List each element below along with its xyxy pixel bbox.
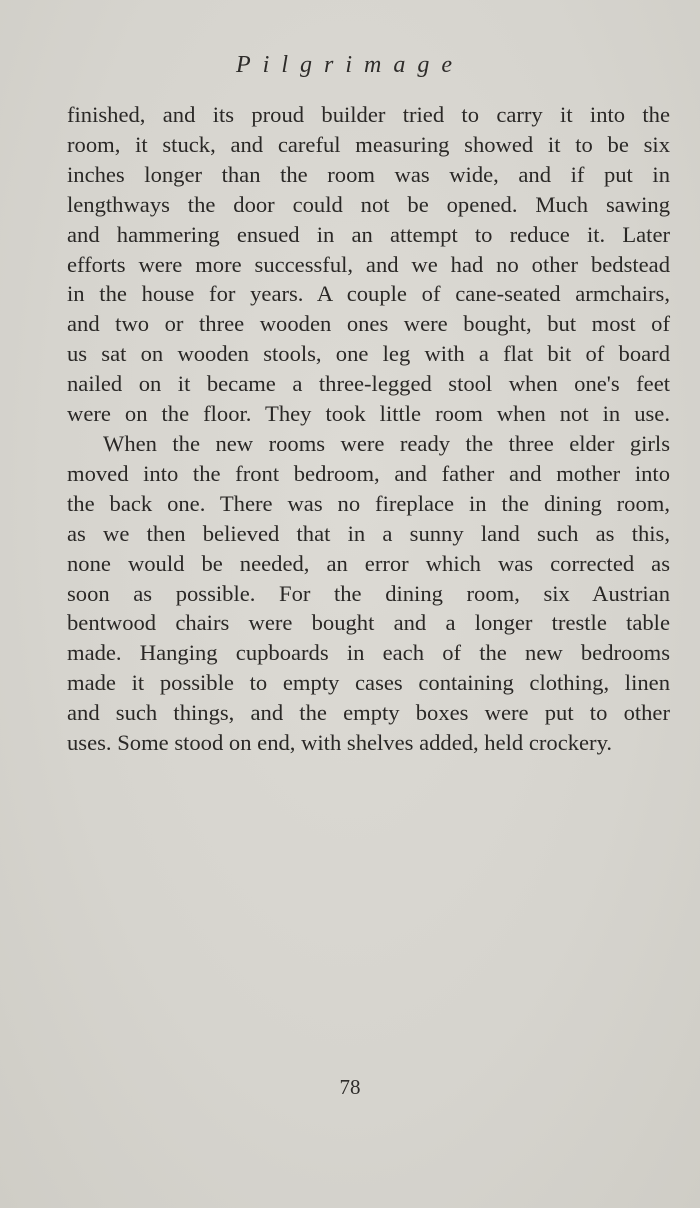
- text-line: were on the floor. They took little room when not in use.: [67, 401, 670, 427]
- text-line: made it possible to empty cases containing clothing, linen: [67, 670, 670, 696]
- text-line: room, it stuck, and careful measuring showed it to be six: [67, 131, 670, 157]
- text-line: and two or three wooden ones were bought, but most of: [67, 311, 670, 337]
- text-line: efforts were more successful, and we had no other bedstead: [67, 251, 670, 277]
- text-line: moved into the front bedroom, and father and mother into: [67, 460, 670, 486]
- text-line: us sat on wooden stools, one leg with a flat bit of board: [67, 341, 670, 367]
- text-line: lengthways the door could not be opened. Much sawing: [67, 191, 670, 217]
- text-line: and such things, and the empty boxes were put to other: [67, 700, 670, 726]
- page-number: 78: [339, 1075, 361, 1099]
- text-line: nailed on it became a three-legged stool when one's feet: [67, 371, 670, 397]
- text-line: soon as possible. For the dining room, six Austrian: [67, 580, 670, 606]
- text-line: and hammering ensued in an attempt to reduce it. Later: [67, 221, 670, 247]
- text-line: made. Hanging cupboards in each of the new bedrooms: [67, 640, 670, 666]
- text-line: finished, and its proud builder tried to carry it into the: [67, 102, 670, 127]
- text-line: inches longer than the room was wide, and if put in: [67, 161, 670, 187]
- text-line: as we then believed that in a sunny land such as this,: [67, 520, 670, 546]
- body-text: [67, 100, 670, 758]
- text-line: bentwood chairs were bought and a longer trestle table: [67, 610, 670, 636]
- text-line: the back one. There was no fireplace in the dining room,: [67, 490, 670, 516]
- text-line: uses. Some stood on end, with shelves added, held crockery.: [67, 730, 613, 756]
- running-head: Pilgrimage: [236, 52, 464, 78]
- text-line: none would be needed, an error which was corrected as: [67, 550, 670, 576]
- text-line: When the new rooms were ready the three elder girls: [103, 430, 670, 456]
- text-line: in the house for years. A couple of cane-seated armchairs,: [67, 281, 670, 307]
